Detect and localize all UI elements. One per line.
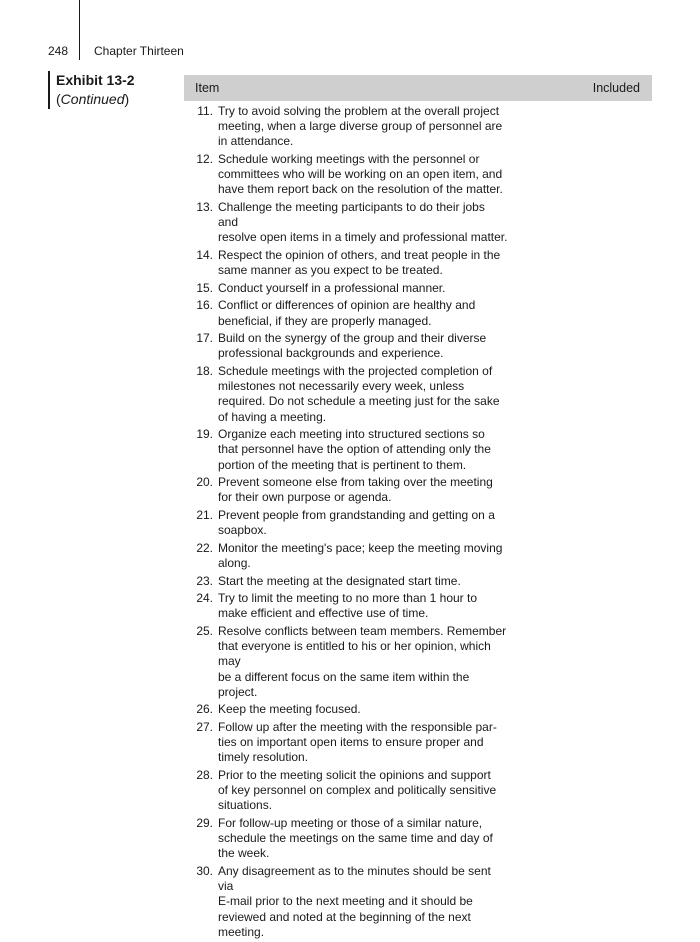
chapter-title: Chapter Thirteen [94,44,184,58]
item-text [218,152,508,198]
item-text-line: Resolve conflicts between team members. Remember [218,623,507,638]
item-text [218,475,508,505]
list-item [184,624,652,700]
item-text-line: milestones not necessarily every week, unless [218,379,465,394]
item-text-line: resolve open items in a timely and professional matter. [218,230,508,245]
item-text-line: Respect the opinion of others, and treat people in the [218,248,501,262]
item-text-line: that everyone is entitled to his or her opinion, which may [218,639,491,669]
item-text-line: portion of the meeting that is pertinent to them. [218,457,467,472]
item-text-line: professional backgrounds and experience. [218,346,444,361]
item-text-line: E-mail prior to the next meeting and it should be [218,894,473,909]
item-number: 30. [196,863,213,878]
item-text [218,281,508,296]
running-head-divider [79,0,80,60]
item-text [218,574,508,589]
item-text-line: Monitor the meeting's pace; keep the meeting moving [218,540,503,555]
item-text [218,248,508,278]
item-number: 21. [196,507,213,522]
item-text-line: Follow up after the meeting with the responsible par- [218,719,497,734]
subtitle-word: Continued [60,91,125,107]
item-text [218,541,508,571]
item-number: 20. [196,475,213,490]
item-text-line: schedule the meetings on the same time and day of [218,831,493,846]
item-text-line: soapbox. [218,523,267,538]
item-number: 12. [196,152,213,166]
list-item [184,768,652,814]
list-item [184,104,652,150]
item-number: 18. [196,363,213,378]
item-text-line: Prior to the meeting solicit the opinions and support [218,767,491,782]
item-text [218,591,508,621]
item-text-line: along. [218,555,251,570]
checklist-table [184,75,652,942]
item-text-line: reviewed and noted at the beginning of the next meeting. [218,909,471,939]
item-text-line: Any disagreement as to the minutes should be sent via [218,863,491,894]
column-header-item: Item [195,81,220,95]
item-text-line: the week. [218,846,270,861]
item-text-line: Prevent people from grandstanding and getting on a [218,507,495,522]
item-number: 28. [196,767,213,782]
item-text [218,364,508,425]
item-number: 22. [196,540,213,555]
item-text-line: of having a meeting. [218,409,327,424]
item-text-line: Try to limit the meeting to no more than 1 hour to [218,591,478,606]
column-header-included: Included [592,81,640,95]
running-head [0,0,700,70]
item-text-line: required. Do not schedule a meeting just for the sake [218,394,500,409]
item-text-line: be a different focus on the same item within the project. [218,669,470,699]
item-text-line: that personnel have the option of attending only the [218,442,491,457]
item-text [218,702,508,717]
item-number: 23. [196,573,213,588]
item-number: 14. [196,248,213,262]
item-text [218,298,508,328]
item-text [218,864,508,940]
item-text [218,720,508,766]
item-number: 11. [197,104,213,118]
list-item [184,200,652,246]
item-number: 17. [196,331,213,346]
item-text-line: of key personnel on complex and politically sensitive [218,783,497,798]
item-text [218,508,508,538]
item-number: 16. [196,298,213,313]
list-item [184,281,652,296]
item-text [218,427,508,473]
item-text-line: in attendance. [218,134,294,149]
item-text-line: Conflict or differences of opinion are healthy and [218,298,476,313]
page-number: 248 [48,44,69,58]
item-number: 13. [196,200,213,214]
item-text-line: ties on important open items to ensure proper and [218,735,484,750]
list-item [184,475,652,505]
list-item [184,720,652,766]
item-text-line: same manner as you expect to be treated. [218,263,443,278]
exhibit-subtitle [56,90,176,109]
item-text-line: meeting, when a large diverse group of personnel are [218,119,503,134]
exhibit-title: Exhibit 13-2 [56,72,135,88]
item-text-line: Organize each meeting into structured sections so [218,427,485,442]
item-text [218,816,508,862]
item-number: 25. [196,623,213,638]
list-item [184,298,652,328]
item-text-line: make efficient and effective use of time. [218,606,429,621]
table-header [184,75,652,101]
item-text-line: For follow-up meeting or those of a similar nature, [218,815,483,830]
list-item [184,248,652,278]
item-text-line: Start the meeting at the designated start time. [218,573,461,588]
item-text-line: for their own purpose or agenda. [218,490,392,505]
exhibit-label [48,71,176,109]
item-text [218,768,508,814]
item-number: 24. [196,591,213,606]
item-text-line: have them report back on the resolution of the matter. [218,182,503,197]
item-number: 19. [196,427,213,442]
list-item [184,427,652,473]
item-number: 26. [196,702,213,717]
list-item [184,702,652,717]
item-text-line: Keep the meeting focused. [218,702,361,717]
item-number: 29. [196,815,213,830]
item-text-line: Schedule working meetings with the personnel or [218,152,480,166]
list-item [184,816,652,862]
item-text [218,331,508,361]
item-text-line: committees who will be working on an open item, and [218,167,503,182]
item-text-line: Build on the synergy of the group and their diverse [218,331,487,346]
item-text-line: Try to avoid solving the problem at the overall project [218,104,500,118]
list-item [184,591,652,621]
list-item [184,541,652,571]
item-text-line: Schedule meetings with the projected completion of [218,363,493,378]
list-item [184,574,652,589]
list-item [184,508,652,538]
item-text-line: Prevent someone else from taking over the meeting [218,475,493,490]
item-text-line: Conduct yourself in a professional manner. [218,280,446,295]
list-item [184,364,652,425]
item-number: 15. [196,280,213,295]
item-number: 27. [196,719,213,734]
item-text-line: situations. [218,798,273,813]
item-text-line: timely resolution. [218,750,309,765]
subtitle-close-paren: ) [124,91,130,107]
list-item [184,864,652,940]
item-text [218,624,508,700]
checklist-items [184,101,652,940]
list-item [184,331,652,361]
item-text [218,104,508,150]
subtitle-open-paren: ( [56,91,61,107]
item-text [218,200,508,246]
item-text-line: Challenge the meeting participants to do their jobs and [218,200,485,230]
item-text-line: beneficial, if they are properly managed. [218,313,432,328]
list-item [184,152,652,198]
